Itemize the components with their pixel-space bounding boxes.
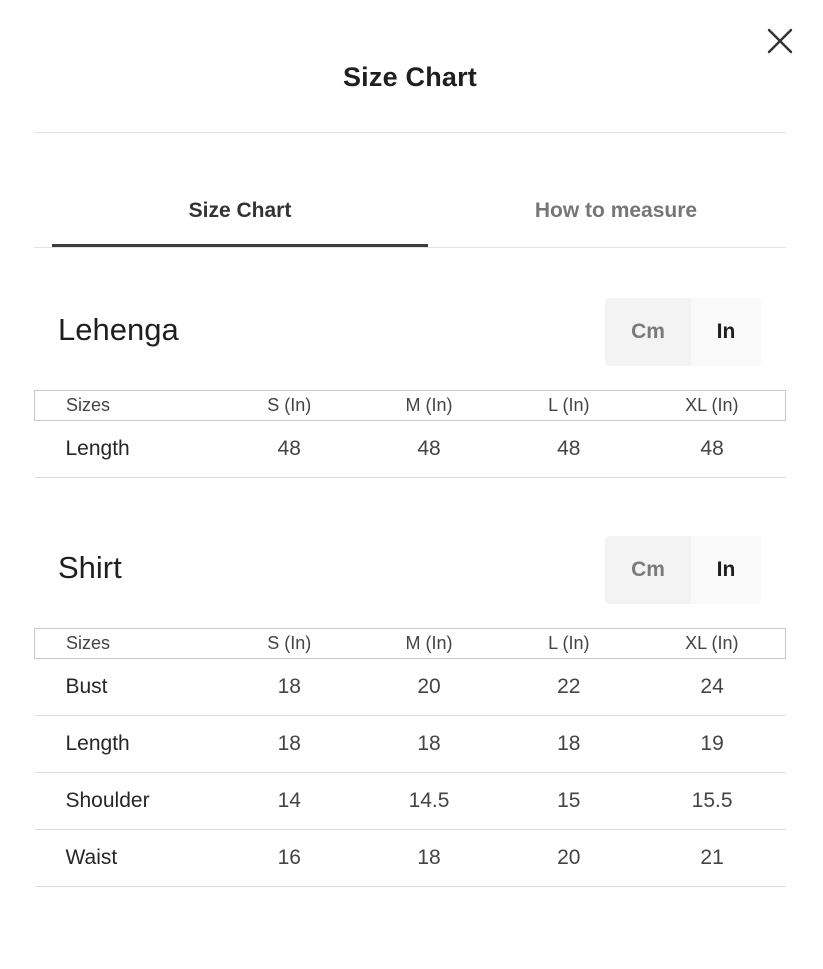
cell-value: 14.5 <box>359 773 499 830</box>
unit-toggle-lehenga <box>605 298 761 366</box>
header-sizes: Sizes <box>35 629 220 659</box>
cell-value: 19 <box>639 716 786 773</box>
section-title-lehenga: Lehenga <box>58 312 179 347</box>
unit-in-button[interactable]: In <box>691 298 761 366</box>
tab-bar <box>34 180 786 249</box>
modal-title: Size Chart <box>342 62 478 92</box>
cell-value: 48 <box>499 421 639 478</box>
table-header-row <box>35 629 786 659</box>
cell-value: 20 <box>499 830 639 887</box>
table-row <box>35 716 786 773</box>
close-button[interactable] <box>762 24 798 60</box>
section-title-shirt: Shirt <box>58 550 122 585</box>
cell-value: 15 <box>499 773 639 830</box>
unit-cm-button[interactable]: Cm <box>605 536 691 604</box>
header-s: S (In) <box>219 391 359 421</box>
unit-in-button[interactable]: In <box>691 536 761 604</box>
cell-value: 22 <box>499 659 639 716</box>
header-xl: XL (In) <box>639 629 786 659</box>
lehenga-size-table <box>34 390 786 478</box>
header-xl: XL (In) <box>639 391 786 421</box>
unit-cm-button[interactable]: Cm <box>605 298 691 366</box>
header-m: M (In) <box>359 629 499 659</box>
tab-size-chart[interactable]: Size Chart <box>188 199 292 222</box>
shirt-size-table <box>34 628 786 887</box>
tab-how-to-measure[interactable]: How to measure <box>534 199 698 222</box>
cell-value: 18 <box>359 830 499 887</box>
header-sizes: Sizes <box>35 391 220 421</box>
cell-value: 21 <box>639 830 786 887</box>
header-l: L (In) <box>499 391 639 421</box>
cell-value: 48 <box>219 421 359 478</box>
cell-value: 14 <box>219 773 359 830</box>
table-header-row <box>35 391 786 421</box>
table-row <box>35 659 786 716</box>
cell-value: 16 <box>219 830 359 887</box>
table-row <box>35 421 786 478</box>
title-divider <box>34 132 786 133</box>
header-s: S (In) <box>219 629 359 659</box>
cell-value: 18 <box>219 659 359 716</box>
cell-value: 18 <box>219 716 359 773</box>
header-l: L (In) <box>499 629 639 659</box>
cell-value: 48 <box>639 421 786 478</box>
row-label: Waist <box>35 830 220 887</box>
unit-toggle-shirt <box>605 536 761 604</box>
cell-value: 15.5 <box>639 773 786 830</box>
table-row <box>35 830 786 887</box>
header-m: M (In) <box>359 391 499 421</box>
cell-value: 20 <box>359 659 499 716</box>
cell-value: 24 <box>639 659 786 716</box>
row-label: Bust <box>35 659 220 716</box>
table-row <box>35 773 786 830</box>
row-label: Length <box>35 421 220 478</box>
row-label: Shoulder <box>35 773 220 830</box>
close-icon <box>762 24 798 60</box>
cell-value: 18 <box>499 716 639 773</box>
cell-value: 48 <box>359 421 499 478</box>
tabs-divider <box>34 247 786 248</box>
row-label: Length <box>35 716 220 773</box>
cell-value: 18 <box>359 716 499 773</box>
